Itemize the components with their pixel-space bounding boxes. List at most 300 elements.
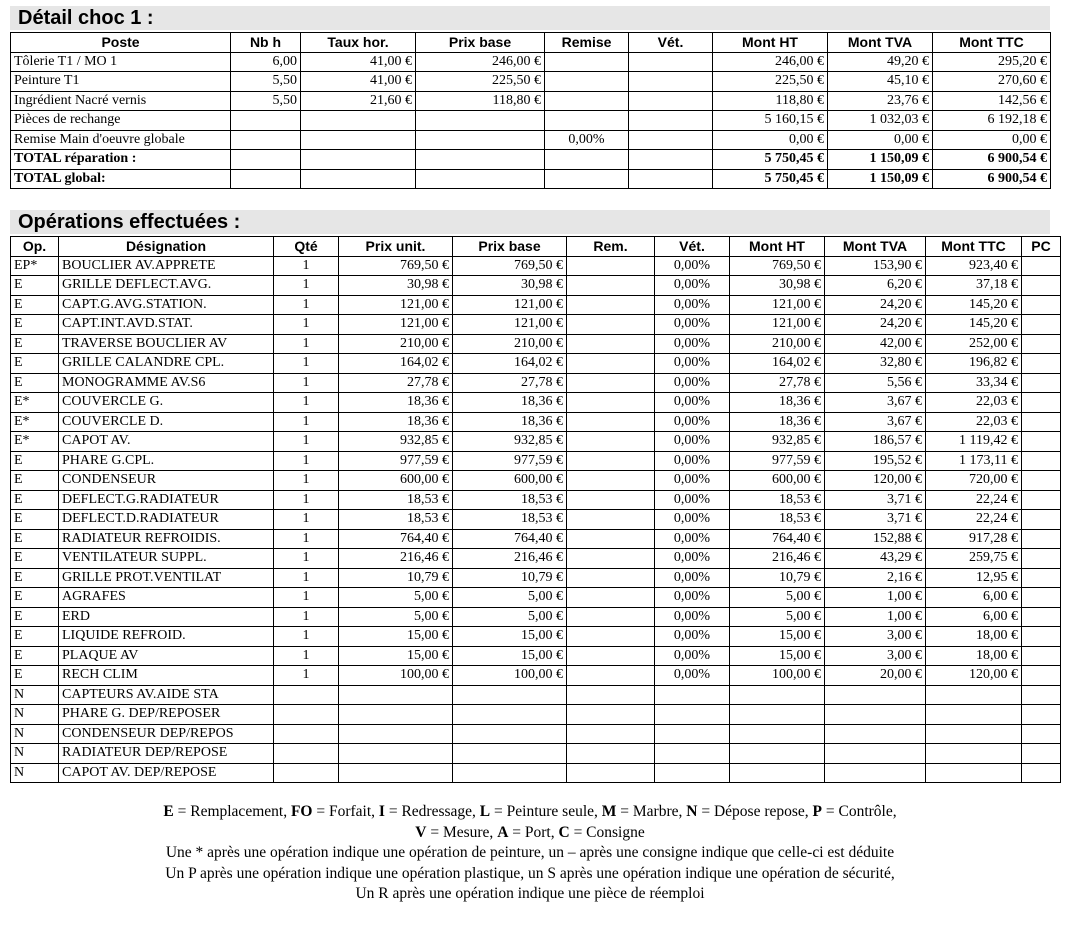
ops-cell-pb (453, 724, 567, 744)
ops-cell-des: DEFLECT.D.RADIATEUR (59, 510, 274, 530)
ops-cell-ht: 15,00 € (730, 627, 825, 647)
ops-cell-vet (655, 744, 730, 764)
ops-row (11, 432, 1061, 452)
ops-cell-pu: 5,00 € (339, 588, 453, 608)
choc-cell-poste: Remise Main d'oeuvre globale (11, 130, 231, 150)
ops-cell-qte: 1 (274, 432, 339, 452)
ops-cell-ttc: 1 119,42 € (926, 432, 1022, 452)
ops-cell-pu: 600,00 € (339, 471, 453, 491)
ops-cell-qte: 1 (274, 295, 339, 315)
choc-col-mont-tva: Mont TVA (828, 33, 933, 53)
ops-cell-vet: 0,00% (655, 315, 730, 335)
ops-cell-op: E (11, 549, 59, 569)
ops-cell-op: E (11, 529, 59, 549)
choc-row (11, 72, 1051, 92)
legend-key: FO (290, 803, 313, 820)
ops-cell-ht: 121,00 € (730, 295, 825, 315)
ops-cell-pu: 769,50 € (339, 256, 453, 276)
ops-cell-qte: 1 (274, 588, 339, 608)
legend-value: = Contrôle, (822, 803, 897, 820)
legend-value: = Consigne (569, 823, 645, 841)
ops-cell-pb: 18,36 € (453, 393, 567, 413)
ops-cell-op: E (11, 295, 59, 315)
legend-key: I (378, 803, 385, 820)
ops-cell-pu (339, 685, 453, 705)
ops-cell-op: N (11, 744, 59, 764)
choc-cell-vet (629, 150, 713, 170)
ops-cell-qte: 1 (274, 256, 339, 276)
ops-col-prix-unit: Prix unit. (339, 237, 453, 257)
ops-cell-pc (1022, 763, 1061, 783)
ops-cell-pb: 764,40 € (453, 529, 567, 549)
ops-cell-vet: 0,00% (655, 529, 730, 549)
ops-row (11, 549, 1061, 569)
choc-cell-taux: 41,00 € (301, 72, 416, 92)
choc-section-title: Détail choc 1 : (10, 6, 1050, 30)
ops-cell-pb: 15,00 € (453, 627, 567, 647)
ops-cell-vet: 0,00% (655, 666, 730, 686)
ops-cell-des: DEFLECT.G.RADIATEUR (59, 490, 274, 510)
ops-cell-qte: 1 (274, 451, 339, 471)
ops-cell-rem (567, 705, 655, 725)
ops-cell-op: E (11, 490, 59, 510)
ops-cell-rem (567, 607, 655, 627)
ops-cell-rem (567, 685, 655, 705)
ops-cell-des: CONDENSEUR (59, 471, 274, 491)
ops-cell-pc (1022, 315, 1061, 335)
ops-cell-tva: 120,00 € (825, 471, 926, 491)
ops-cell-pc (1022, 393, 1061, 413)
legend-key: E (163, 803, 174, 820)
ops-cell-tva (825, 685, 926, 705)
ops-cell-pu: 10,79 € (339, 568, 453, 588)
choc-cell-ht: 246,00 € (713, 52, 828, 72)
choc-cell-nbh (231, 111, 301, 131)
choc-cell-prix (416, 169, 545, 189)
ops-cell-vet: 0,00% (655, 471, 730, 491)
ops-cell-ht: 764,40 € (730, 529, 825, 549)
choc-cell-remise (545, 169, 629, 189)
choc-cell-vet (629, 52, 713, 72)
ops-cell-tva: 24,20 € (825, 315, 926, 335)
ops-cell-ttc: 22,24 € (926, 510, 1022, 530)
ops-cell-ttc (926, 705, 1022, 725)
ops-row (11, 568, 1061, 588)
ops-col-vet: Vét. (655, 237, 730, 257)
ops-cell-tva: 152,88 € (825, 529, 926, 549)
ops-cell-pb: 769,50 € (453, 256, 567, 276)
choc-row (11, 130, 1051, 150)
ops-row (11, 373, 1061, 393)
ops-cell-op: E (11, 354, 59, 374)
ops-cell-op: E (11, 627, 59, 647)
ops-cell-qte (274, 763, 339, 783)
ops-cell-tva: 186,57 € (825, 432, 926, 452)
ops-cell-rem (567, 588, 655, 608)
ops-cell-qte: 1 (274, 471, 339, 491)
ops-cell-ttc (926, 763, 1022, 783)
ops-cell-des: RADIATEUR DEP/REPOSE (59, 744, 274, 764)
ops-cell-vet: 0,00% (655, 451, 730, 471)
ops-cell-ht: 5,00 € (730, 607, 825, 627)
ops-cell-pc (1022, 490, 1061, 510)
ops-cell-rem (567, 646, 655, 666)
ops-cell-rem (567, 744, 655, 764)
ops-col-mont-tva: Mont TVA (825, 237, 926, 257)
ops-cell-ht (730, 744, 825, 764)
ops-cell-vet: 0,00% (655, 393, 730, 413)
ops-cell-rem (567, 276, 655, 296)
ops-cell-op: E (11, 588, 59, 608)
choc-cell-vet (629, 72, 713, 92)
ops-cell-des: GRILLE DEFLECT.AVG. (59, 276, 274, 296)
legend-key: L (479, 803, 491, 820)
ops-cell-des: GRILLE CALANDRE CPL. (59, 354, 274, 374)
legend-line-1 (10, 802, 1050, 823)
choc-col-taux: Taux hor. (301, 33, 416, 53)
ops-cell-rem (567, 471, 655, 491)
choc-cell-ht: 0,00 € (713, 130, 828, 150)
ops-cell-rem (567, 763, 655, 783)
ops-cell-pc (1022, 724, 1061, 744)
ops-cell-vet: 0,00% (655, 295, 730, 315)
choc-cell-taux (301, 169, 416, 189)
legend (10, 802, 1050, 905)
ops-cell-pu: 27,78 € (339, 373, 453, 393)
ops-cell-qte: 1 (274, 549, 339, 569)
ops-cell-pb (453, 744, 567, 764)
choc-cell-remise (545, 150, 629, 170)
ops-cell-pc (1022, 334, 1061, 354)
ops-cell-tva: 3,67 € (825, 393, 926, 413)
choc-cell-remise (545, 91, 629, 111)
ops-cell-ht (730, 685, 825, 705)
ops-cell-op: E* (11, 432, 59, 452)
ops-cell-tva: 24,20 € (825, 295, 926, 315)
ops-cell-tva: 3,00 € (825, 646, 926, 666)
ops-cell-vet (655, 724, 730, 744)
ops-row (11, 744, 1061, 764)
choc-cell-remise (545, 72, 629, 92)
ops-cell-ttc: 22,03 € (926, 412, 1022, 432)
ops-cell-tva: 153,90 € (825, 256, 926, 276)
ops-cell-vet: 0,00% (655, 432, 730, 452)
ops-cell-vet: 0,00% (655, 490, 730, 510)
ops-cell-ttc: 18,00 € (926, 627, 1022, 647)
choc-cell-vet (629, 130, 713, 150)
choc-cell-vet (629, 169, 713, 189)
ops-cell-pb: 100,00 € (453, 666, 567, 686)
ops-cell-ttc: 22,03 € (926, 393, 1022, 413)
ops-cell-ht: 164,02 € (730, 354, 825, 374)
ops-cell-des: GRILLE PROT.VENTILAT (59, 568, 274, 588)
ops-cell-op: E (11, 666, 59, 686)
ops-cell-rem (567, 295, 655, 315)
ops-cell-qte: 1 (274, 373, 339, 393)
choc-cell-taux: 21,60 € (301, 91, 416, 111)
ops-cell-tva: 42,00 € (825, 334, 926, 354)
legend-value: = Peinture seule, (490, 803, 602, 820)
ops-cell-ht (730, 705, 825, 725)
choc-cell-prix: 246,00 € (416, 52, 545, 72)
ops-cell-pc (1022, 705, 1061, 725)
ops-cell-tva: 3,71 € (825, 490, 926, 510)
ops-cell-tva (825, 744, 926, 764)
legend-value: = Forfait, (312, 803, 379, 820)
ops-cell-pu: 15,00 € (339, 646, 453, 666)
ops-cell-des: CAPOT AV. (59, 432, 274, 452)
ops-cell-pb: 164,02 € (453, 354, 567, 374)
ops-cell-des: PHARE G. DEP/REPOSER (59, 705, 274, 725)
legend-line-5: Un R après une opération indique une pièce de réemploi (355, 885, 705, 902)
choc-cell-prix (416, 111, 545, 131)
ops-cell-pc (1022, 451, 1061, 471)
ops-cell-rem (567, 315, 655, 335)
ops-cell-op: N (11, 685, 59, 705)
choc-row (11, 91, 1051, 111)
ops-cell-pu: 18,36 € (339, 393, 453, 413)
ops-cell-pc (1022, 354, 1061, 374)
ops-cell-pu (339, 705, 453, 725)
ops-cell-tva (825, 705, 926, 725)
choc-cell-vet (629, 111, 713, 131)
ops-cell-op: E (11, 471, 59, 491)
choc-col-vet: Vét. (629, 33, 713, 53)
ops-cell-vet: 0,00% (655, 334, 730, 354)
ops-cell-pb: 5,00 € (453, 588, 567, 608)
ops-cell-rem (567, 549, 655, 569)
ops-cell-ttc: 6,00 € (926, 607, 1022, 627)
ops-cell-vet: 0,00% (655, 568, 730, 588)
ops-row (11, 685, 1061, 705)
ops-cell-rem (567, 432, 655, 452)
ops-cell-pc (1022, 549, 1061, 569)
ops-cell-vet (655, 705, 730, 725)
choc-cell-tva: 45,10 € (828, 72, 933, 92)
ops-cell-pc (1022, 627, 1061, 647)
legend-value: = Mesure, (426, 823, 498, 841)
legend-line-2 (10, 823, 1050, 844)
ops-cell-qte (274, 744, 339, 764)
legend-key: C (558, 823, 570, 841)
ops-cell-qte: 1 (274, 666, 339, 686)
choc-cell-nbh: 5,50 (231, 91, 301, 111)
ops-cell-rem (567, 568, 655, 588)
choc-col-mont-ttc: Mont TTC (933, 33, 1051, 53)
ops-cell-pu (339, 763, 453, 783)
ops-table (10, 236, 1061, 783)
ops-cell-ht: 30,98 € (730, 276, 825, 296)
ops-cell-qte: 1 (274, 354, 339, 374)
ops-cell-qte: 1 (274, 276, 339, 296)
ops-cell-ht: 18,53 € (730, 490, 825, 510)
ops-row (11, 588, 1061, 608)
ops-cell-pc (1022, 529, 1061, 549)
ops-cell-rem (567, 490, 655, 510)
ops-cell-ht: 600,00 € (730, 471, 825, 491)
ops-cell-pu: 121,00 € (339, 295, 453, 315)
ops-row (11, 276, 1061, 296)
ops-cell-vet: 0,00% (655, 354, 730, 374)
ops-cell-pb: 18,36 € (453, 412, 567, 432)
ops-cell-pu: 216,46 € (339, 549, 453, 569)
ops-cell-ttc: 6,00 € (926, 588, 1022, 608)
legend-value: = Marbre, (616, 803, 687, 820)
ops-row (11, 705, 1061, 725)
ops-cell-op: E (11, 607, 59, 627)
ops-cell-pb (453, 705, 567, 725)
ops-cell-des: CAPT.G.AVG.STATION. (59, 295, 274, 315)
ops-cell-qte: 1 (274, 646, 339, 666)
ops-cell-ttc: 22,24 € (926, 490, 1022, 510)
ops-cell-pc (1022, 295, 1061, 315)
ops-cell-des: TRAVERSE BOUCLIER AV (59, 334, 274, 354)
ops-cell-ht (730, 724, 825, 744)
ops-cell-pc (1022, 276, 1061, 296)
ops-cell-vet (655, 685, 730, 705)
ops-cell-ttc: 720,00 € (926, 471, 1022, 491)
ops-cell-ttc: 37,18 € (926, 276, 1022, 296)
legend-key: P (812, 803, 822, 820)
choc-cell-taux (301, 150, 416, 170)
ops-cell-op: E (11, 451, 59, 471)
ops-cell-op: E (11, 646, 59, 666)
choc-cell-taux: 41,00 € (301, 52, 416, 72)
ops-cell-pu: 121,00 € (339, 315, 453, 335)
ops-row (11, 451, 1061, 471)
ops-cell-pc (1022, 607, 1061, 627)
ops-cell-des: VENTILATEUR SUPPL. (59, 549, 274, 569)
ops-cell-op: E (11, 510, 59, 530)
ops-cell-pu: 30,98 € (339, 276, 453, 296)
ops-cell-tva: 1,00 € (825, 588, 926, 608)
choc-cell-remise (545, 52, 629, 72)
ops-cell-pc (1022, 256, 1061, 276)
ops-cell-ttc: 259,75 € (926, 549, 1022, 569)
ops-cell-pu: 764,40 € (339, 529, 453, 549)
ops-cell-ttc (926, 724, 1022, 744)
ops-col-rem: Rem. (567, 237, 655, 257)
choc-row (11, 111, 1051, 131)
ops-cell-pb (453, 763, 567, 783)
ops-cell-op: N (11, 763, 59, 783)
ops-header-row (11, 237, 1061, 257)
ops-cell-ht: 121,00 € (730, 315, 825, 335)
ops-cell-ht: 210,00 € (730, 334, 825, 354)
ops-col-qte: Qté (274, 237, 339, 257)
ops-cell-pc (1022, 412, 1061, 432)
ops-cell-qte: 1 (274, 490, 339, 510)
ops-cell-tva (825, 763, 926, 783)
ops-cell-vet (655, 763, 730, 783)
ops-cell-pb: 15,00 € (453, 646, 567, 666)
ops-cell-qte (274, 705, 339, 725)
ops-cell-pb: 121,00 € (453, 315, 567, 335)
ops-cell-op: E* (11, 393, 59, 413)
choc-cell-nbh (231, 169, 301, 189)
ops-cell-rem (567, 373, 655, 393)
ops-cell-pu: 932,85 € (339, 432, 453, 452)
choc-cell-nbh (231, 130, 301, 150)
ops-cell-tva: 3,67 € (825, 412, 926, 432)
ops-col-mont-ttc: Mont TTC (926, 237, 1022, 257)
choc-cell-ht: 5 750,45 € (713, 150, 828, 170)
ops-cell-pu: 15,00 € (339, 627, 453, 647)
ops-cell-ttc: 145,20 € (926, 315, 1022, 335)
ops-cell-pb: 18,53 € (453, 510, 567, 530)
legend-value: = Redressage, (384, 803, 480, 820)
ops-cell-tva: 6,20 € (825, 276, 926, 296)
ops-cell-pu: 100,00 € (339, 666, 453, 686)
ops-cell-qte (274, 724, 339, 744)
ops-cell-pc (1022, 685, 1061, 705)
ops-cell-rem (567, 529, 655, 549)
choc-cell-taux (301, 111, 416, 131)
ops-cell-tva: 43,29 € (825, 549, 926, 569)
choc-cell-nbh (231, 150, 301, 170)
ops-row (11, 412, 1061, 432)
ops-cell-rem (567, 354, 655, 374)
ops-col-pc: PC (1022, 237, 1061, 257)
ops-cell-pc (1022, 588, 1061, 608)
choc-cell-prix: 118,80 € (416, 91, 545, 111)
choc-cell-tva: 0,00 € (828, 130, 933, 150)
ops-cell-ttc: 923,40 € (926, 256, 1022, 276)
ops-cell-des: CAPT.INT.AVD.STAT. (59, 315, 274, 335)
ops-cell-pu: 18,36 € (339, 412, 453, 432)
ops-cell-rem (567, 627, 655, 647)
ops-cell-rem (567, 393, 655, 413)
choc-cell-poste: TOTAL global: (11, 169, 231, 189)
ops-row (11, 295, 1061, 315)
ops-cell-pu (339, 744, 453, 764)
choc-col-nbh: Nb h (231, 33, 301, 53)
ops-cell-ht: 18,36 € (730, 393, 825, 413)
choc-col-prix-base: Prix base (416, 33, 545, 53)
ops-cell-pc (1022, 373, 1061, 393)
ops-cell-qte (274, 685, 339, 705)
legend-line-3: Une * après une opération indique une opération de peinture, un – après une consigne indique que celle-ci est déduite (165, 844, 895, 861)
ops-cell-ht: 15,00 € (730, 646, 825, 666)
ops-cell-pc (1022, 471, 1061, 491)
ops-cell-des: BOUCLIER AV.APPRETE (59, 256, 274, 276)
legend-key: M (601, 803, 617, 820)
choc-cell-ttc: 142,56 € (933, 91, 1051, 111)
ops-cell-des: PHARE G.CPL. (59, 451, 274, 471)
ops-cell-rem (567, 510, 655, 530)
ops-cell-tva: 20,00 € (825, 666, 926, 686)
ops-cell-rem (567, 256, 655, 276)
ops-cell-des: ERD (59, 607, 274, 627)
choc-col-mont-ht: Mont HT (713, 33, 828, 53)
ops-row (11, 607, 1061, 627)
ops-cell-vet: 0,00% (655, 373, 730, 393)
ops-row (11, 666, 1061, 686)
ops-row (11, 354, 1061, 374)
ops-cell-pc (1022, 646, 1061, 666)
choc-cell-poste: Ingrédient Nacré vernis (11, 91, 231, 111)
ops-cell-pb: 600,00 € (453, 471, 567, 491)
ops-cell-qte: 1 (274, 607, 339, 627)
ops-cell-op: E (11, 334, 59, 354)
ops-cell-pb (453, 685, 567, 705)
ops-cell-ht (730, 763, 825, 783)
ops-col-prix-base: Prix base (453, 237, 567, 257)
ops-row (11, 490, 1061, 510)
choc-cell-taux (301, 130, 416, 150)
choc-cell-ht: 225,50 € (713, 72, 828, 92)
ops-cell-op: N (11, 724, 59, 744)
